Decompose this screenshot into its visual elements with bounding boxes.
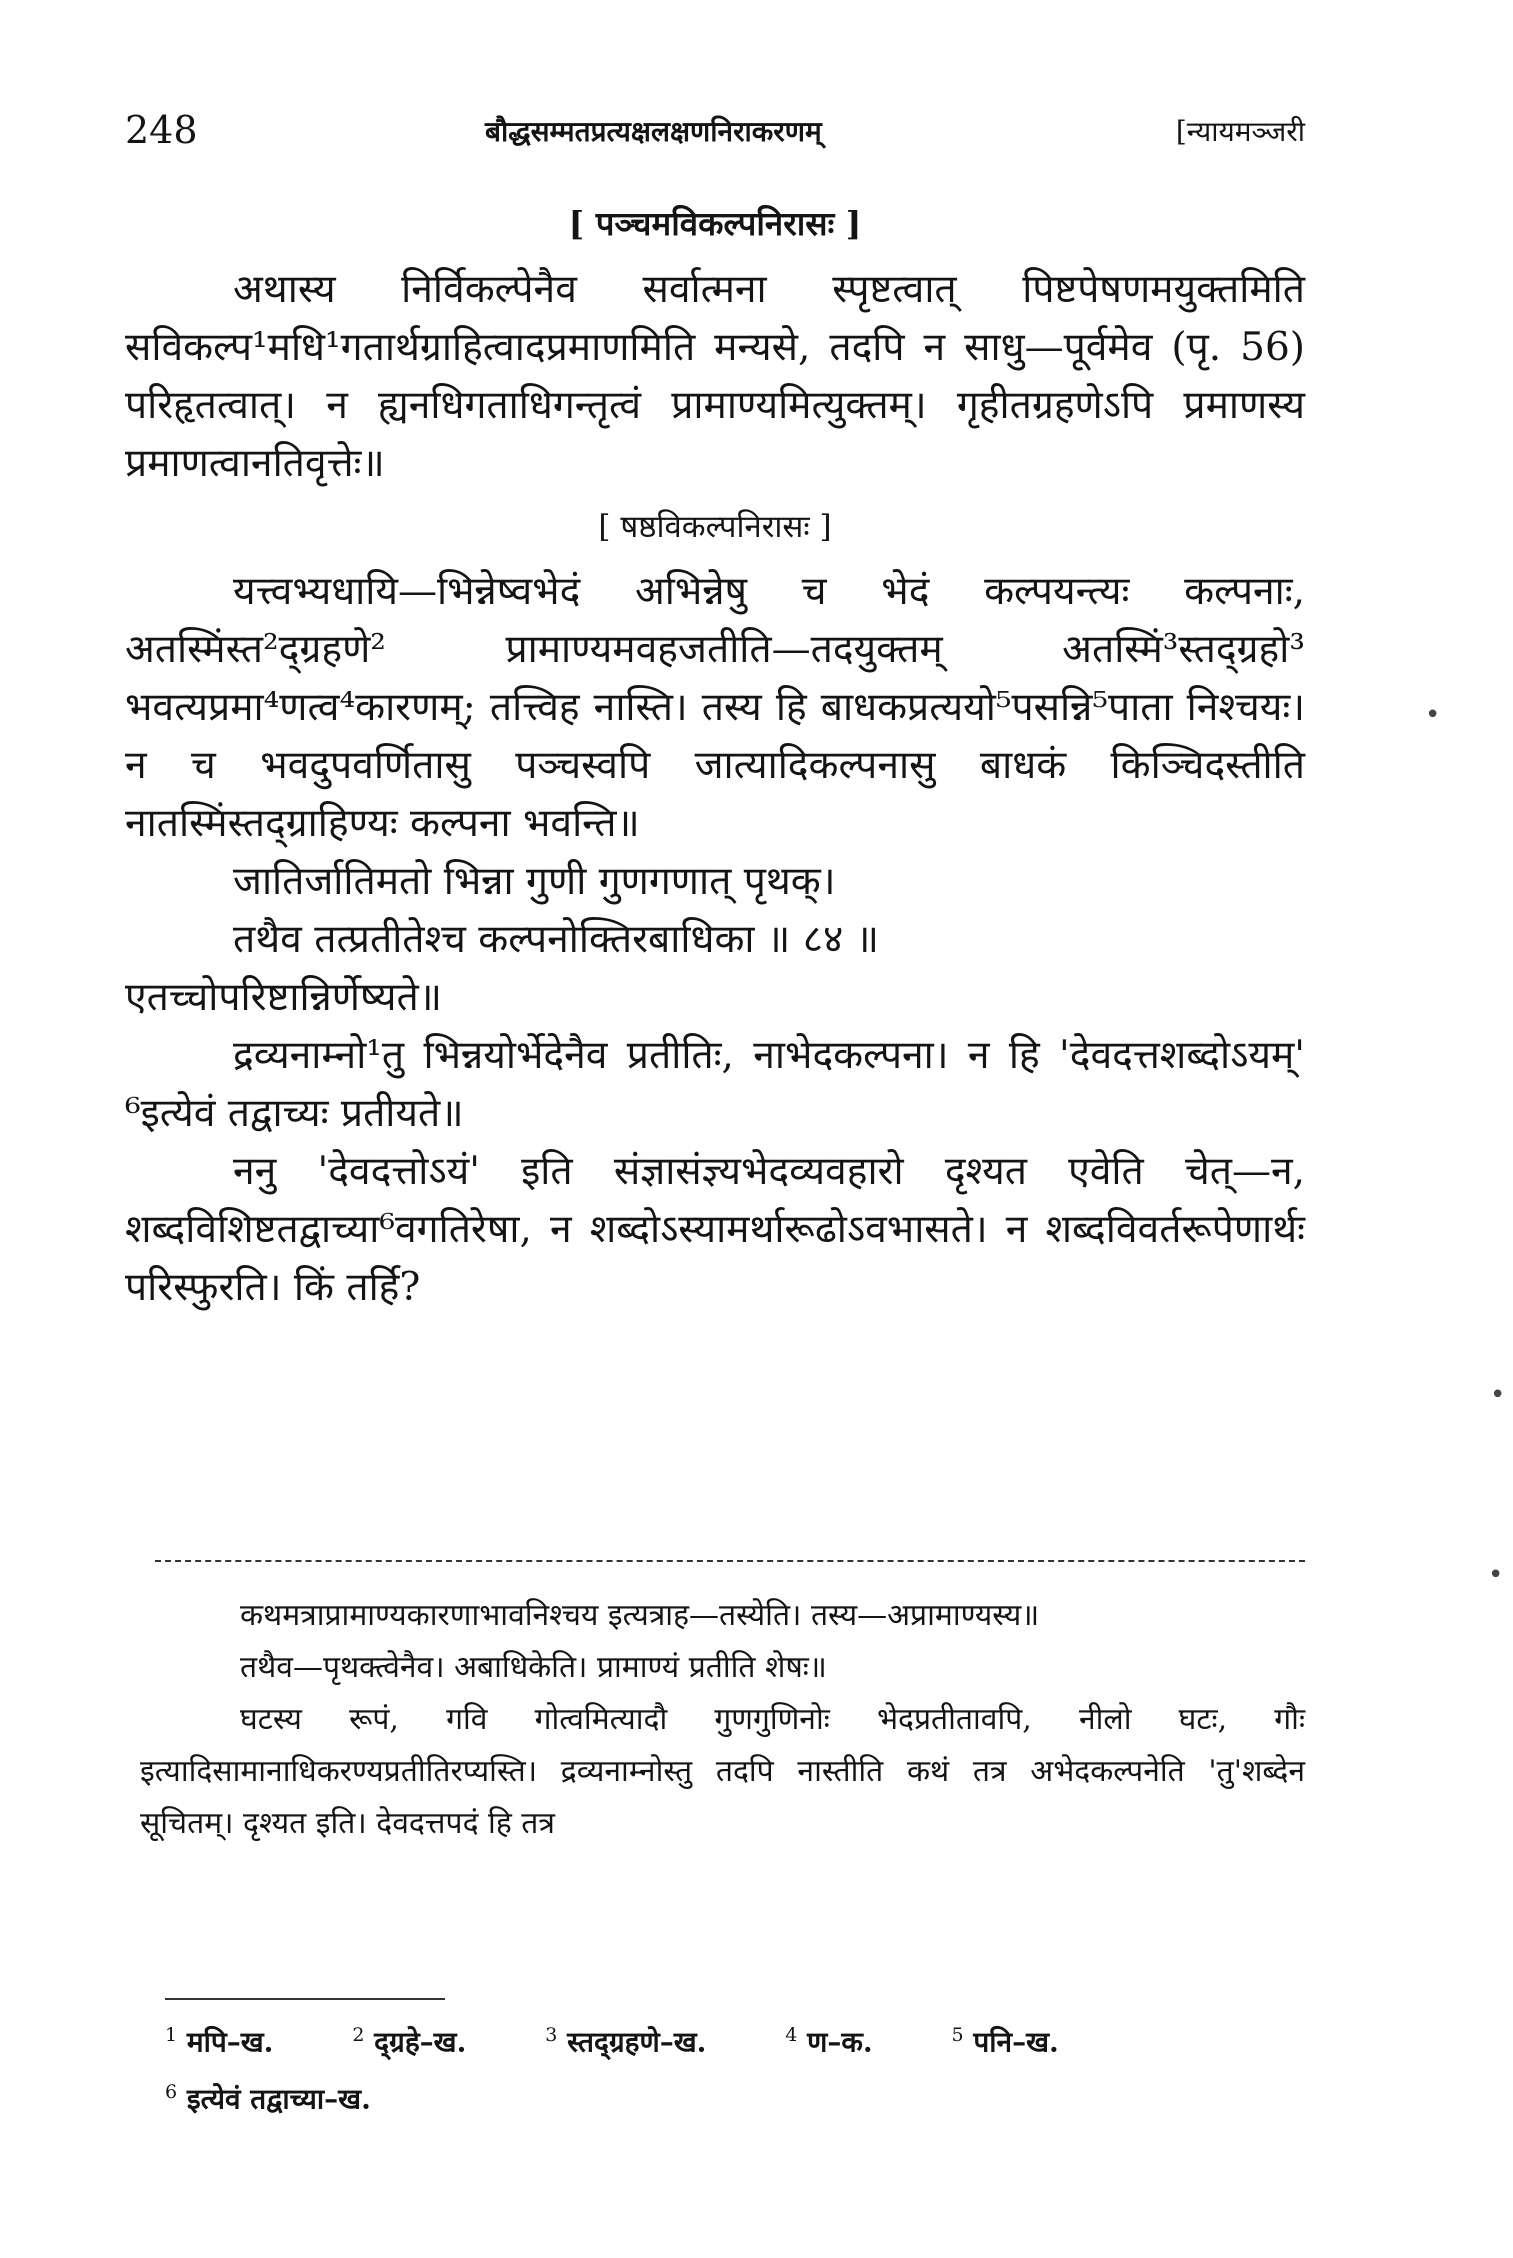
footnote-line: [165, 2067, 1305, 2124]
footnote: $^3$ स्तद्ग्रहणे–ख.: [545, 2024, 707, 2059]
verse-line: तथैव तत्प्रतीतेश्च कल्पनोक्तिरबाधिका ॥ ८४ ॥: [233, 917, 880, 962]
work-title: [न्यायमञ्जरी: [1175, 115, 1305, 148]
footnote: $^1$ मपि–ख.: [165, 2024, 274, 2059]
footnotes: [165, 2010, 1305, 2125]
main-text: [125, 200, 1305, 1317]
commentary-divider: [155, 1560, 1305, 1562]
paragraph: अथास्य निर्विकल्पेनैव सर्वात्मना स्पृष्टत्वात् पिष्टपेषणमयुक्तमिति सविकल्प¹मधि¹गतार्थग्राहित्वादप्रमाणमिति मन्यसे, तदपि न साधु—पूर्वमेव (पृ. 56) परिहृतत्वात्। न ह्यनधिगताधिगन्तृत्वं प्रामाण्यमित्युक्तम्। गृहीतग्रहणेऽपि प्रमाणस्य प्रमाणत्वानतिवृत्तेः॥: [125, 267, 1305, 486]
verse-line: जातिर्जातिमतो भिन्ना गुणी गुणगणात् पृथक्।: [233, 859, 836, 904]
footnote: $^4$ ण–क.: [785, 2024, 873, 2059]
paragraph: एतच्चोपरिष्टान्निर्णेष्यते॥: [125, 975, 443, 1020]
footnote-divider: [165, 1998, 445, 2000]
footnote: $^6$ इत्येवं तद्वाच्या–ख.: [165, 2081, 371, 2116]
commentary: [140, 1590, 1305, 1850]
page-number: 248: [125, 108, 198, 152]
footnote: $^5$ पनि–ख.: [951, 2024, 1059, 2059]
paragraph: द्रव्यनाम्नो¹तु भिन्नयोर्भेदेनैव प्रतीतिः, नाभेदकल्पना। न हि 'देवदत्तशब्दोऽयम्' ⁶इत्येवं तद्वाच्यः प्रतीयते॥: [125, 1033, 1305, 1136]
footnote: $^2$ द्ग्रहे–ख.: [352, 2024, 467, 2059]
paragraph: ननु 'देवदत्तोऽयं' इति संज्ञासंज्ञ्यभेदव्यवहारो दृश्यत एवेति चेत्—न, शब्दविशिष्टतद्वाच्या⁶वगतिरेषा, न शब्दोऽस्यामर्थारूढोऽवभासते। न शब्दविवर्तरूपेणार्थः परिस्फुरति। किं तर्हि?: [125, 1149, 1305, 1310]
footnote-line: [165, 2010, 1305, 2067]
page-header: [125, 108, 1305, 168]
scan-speck: •: [1425, 700, 1441, 730]
commentary-paragraph: घटस्य रूपं, गवि गोत्वमित्यादौ गुणगुणिनोः भेदप्रतीतावपि, नीलो घटः, गौः इत्यादिसामानाधिकरण्यप्रतीतिरप्यस्ति। द्रव्यनाम्नोस्तु तदपि नास्तीति कथं तत्र अभेदकल्पनेति 'तु'शब्देन सूचितम्। दृश्यत इति। देवदत्तपदं हि तत्र: [140, 1702, 1305, 1841]
section-heading-sixth: [ षष्ठविकल्पनिरासः ]: [598, 509, 832, 545]
commentary-paragraph: कथमत्राप्रामाण्यकारणाभावनिश्चय इत्यत्राह—तस्येति। तस्य—अप्रामाण्यस्य॥: [240, 1598, 1040, 1633]
scan-speck: •: [1488, 1560, 1504, 1590]
scan-speck: •: [1490, 1380, 1506, 1410]
section-heading-fifth: [ पञ्चमविकल्पनिरासः ]: [568, 204, 862, 243]
running-title: बौद्धसम्मतप्रत्यक्षलक्षणनिराकरणम्: [485, 115, 822, 148]
commentary-paragraph: तथैव—पृथक्त्वेनैव। अबाधिकेति। प्रामाण्यं प्रतीति शेषः॥: [240, 1650, 827, 1685]
paragraph: यत्त्वभ्यधायि—भिन्नेष्वभेदं अभिन्नेषु च भेदं कल्पयन्त्यः कल्पनाः, अतस्मिंस्त²द्ग्रहणे² प्रामाण्यमवहजतीति—तदयुक्तम् अतस्मिं³स्तद्ग्रहो³ भवत्यप्रमा⁴णत्व⁴कारणम्; तत्त्विह नास्ति। तस्य हि बाधकप्रत्ययो⁵पसन्नि⁵पाता निश्चयः। न च भवदुपवर्णितासु पञ्चस्वपि जात्यादिकल्पनासु बाधकं किञ्चिदस्तीति नातस्मिंस्तद्ग्राहिण्यः कल्पना भवन्ति॥: [125, 569, 1305, 846]
